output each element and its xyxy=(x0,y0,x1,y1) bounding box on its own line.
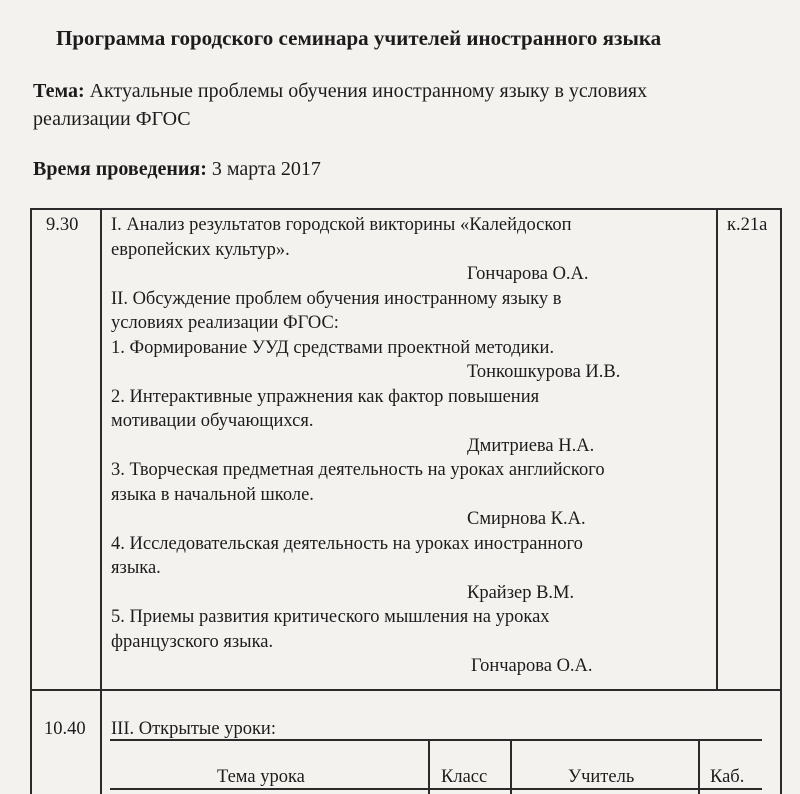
subtable-header-room: Каб. xyxy=(710,767,745,787)
subtable-top-border xyxy=(110,739,762,741)
content-line: мотивации обучающихся. xyxy=(111,411,314,431)
row1-time: 9.30 xyxy=(46,215,79,235)
row1-room: к.21а xyxy=(727,215,768,235)
content-line: условиях реализации ФГОС: xyxy=(111,313,339,333)
subtable-divider-3 xyxy=(698,739,700,794)
content-line: 3. Творческая предметная деятельность на уроках английского xyxy=(111,460,605,480)
speaker-name: Гончарова О.А. xyxy=(471,656,593,676)
date-label: Время проведения: xyxy=(33,158,207,180)
speaker-name: Крайзер В.М. xyxy=(467,582,575,603)
row2-heading: III. Открытые уроки: xyxy=(111,719,276,739)
content-line: европейских культур». xyxy=(111,239,290,260)
subtable-header-class: Класс xyxy=(441,767,488,787)
table-right-border xyxy=(780,208,782,794)
speaker-name: Гончарова О.А. xyxy=(467,264,589,284)
topic-text-line2: реализации ФГОС xyxy=(33,108,191,130)
content-line: II. Обсуждение проблем обучения иностранному языку в xyxy=(111,288,562,309)
content-line: французского языка. xyxy=(111,631,274,652)
page-title: Программа городского семинара учителей иностранного языка xyxy=(56,26,662,50)
topic-label: Тема: xyxy=(33,80,85,102)
content-line: 2. Интерактивные упражнения как фактор повышения xyxy=(111,386,540,407)
time-column-divider xyxy=(100,208,102,794)
topic-block xyxy=(33,77,647,133)
content-line: 4. Исследовательская деятельность на уроках иностранного xyxy=(111,533,583,554)
subtable-header-bottom xyxy=(110,788,762,790)
content-line: 5. Приемы развития критического мышления на уроках xyxy=(111,607,550,627)
topic-text-line1: Актуальные проблемы обучения иностранному языку в условиях xyxy=(89,80,648,102)
row1-content xyxy=(111,213,620,679)
row2-time: 10.40 xyxy=(44,719,86,739)
speaker-name: Дмитриева Н.А. xyxy=(467,435,595,456)
table-top-border xyxy=(30,208,782,210)
subtable-header-topic: Тема урока xyxy=(217,767,305,787)
content-line: языка в начальной школе. xyxy=(111,484,314,505)
table-left-border xyxy=(30,208,32,794)
content-line: языка. xyxy=(111,558,161,578)
subtable-divider-2 xyxy=(510,739,512,794)
row-divider xyxy=(30,689,782,691)
content-line: 1. Формирование УУД средствами проектной методики. xyxy=(111,337,555,358)
content-line: I. Анализ результатов городской викторины «Калейдоскоп xyxy=(111,215,572,235)
subtable-divider-1 xyxy=(428,739,430,794)
date-block xyxy=(33,158,321,181)
room-column-divider xyxy=(716,208,718,690)
speaker-name: Смирнова К.А. xyxy=(467,509,586,529)
speaker-name: Тонкошкурова И.В. xyxy=(467,362,621,382)
subtable-header-teacher: Учитель xyxy=(568,767,635,787)
date-value: 3 марта 2017 xyxy=(211,158,321,180)
